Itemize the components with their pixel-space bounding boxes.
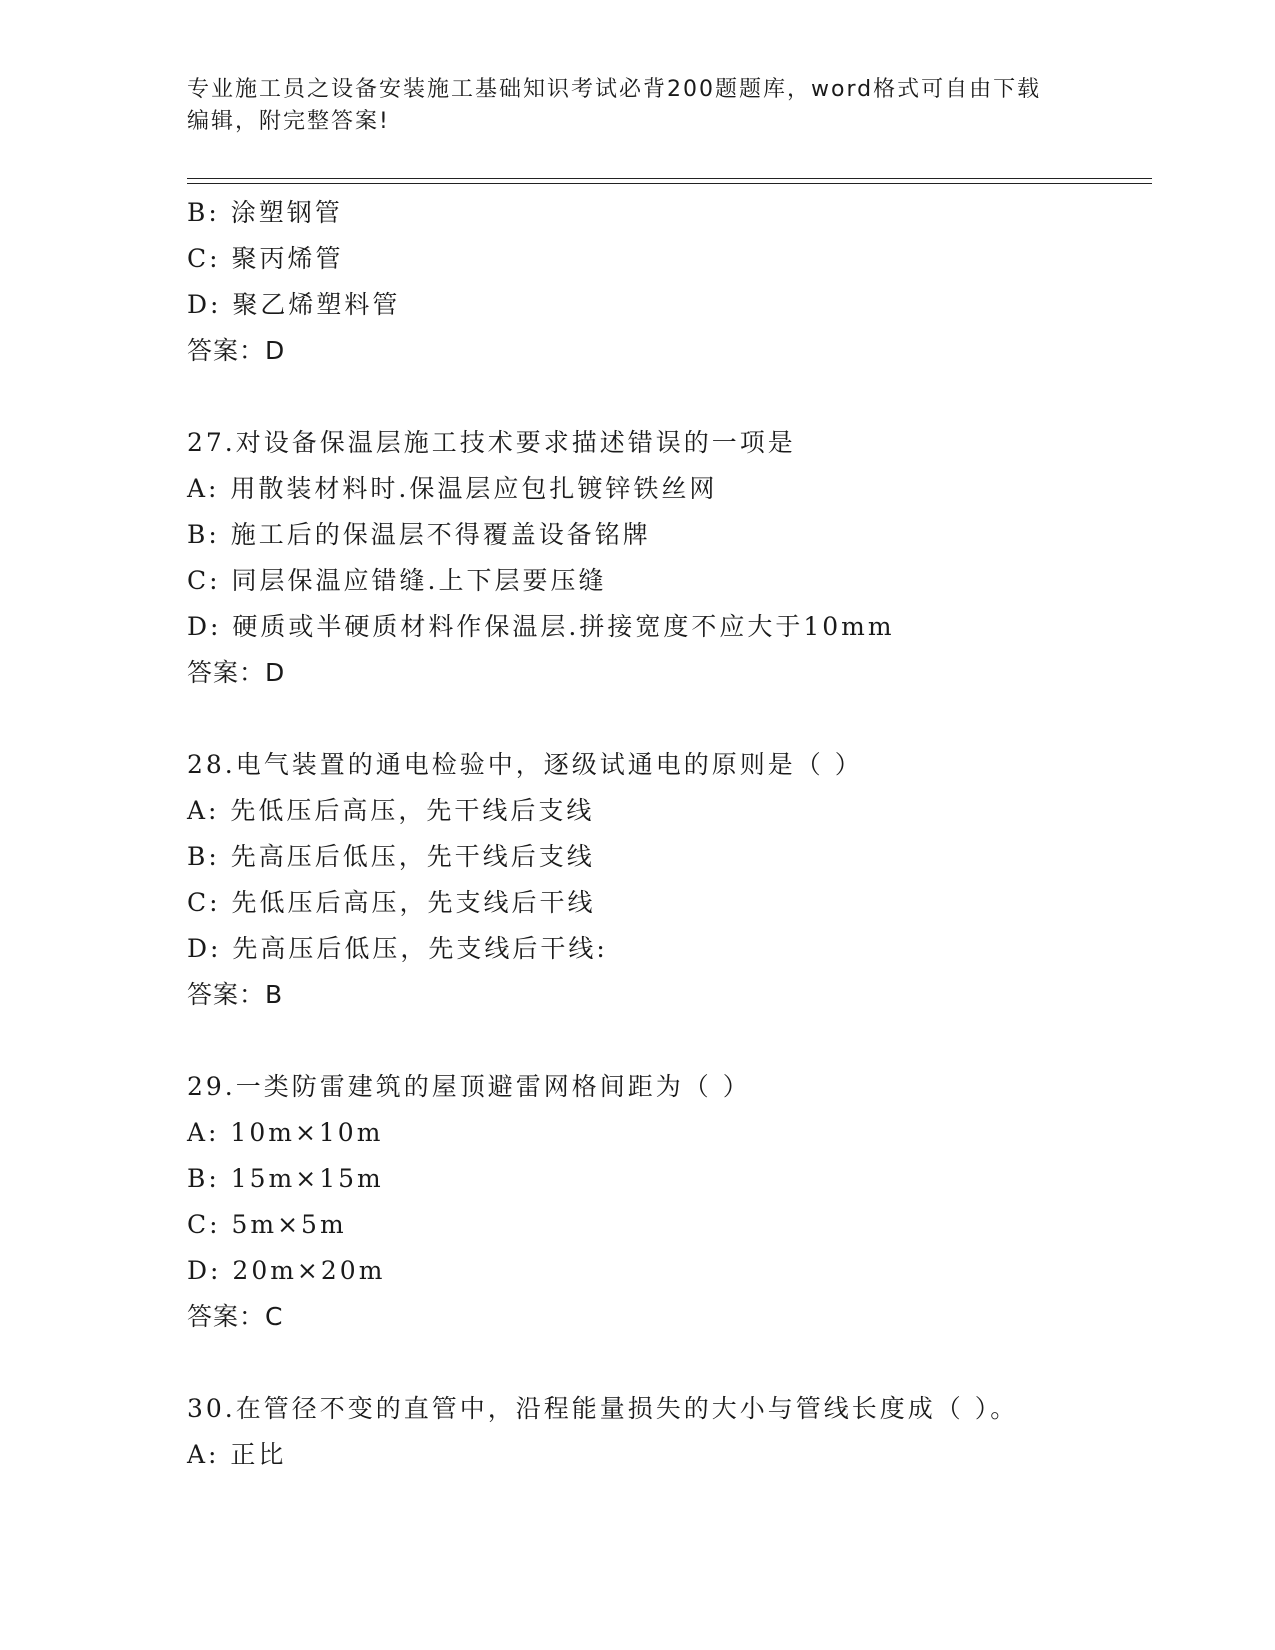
option-a: A: 用散装材料时.保温层应包扎镀锌铁丝网 — [187, 474, 718, 503]
question-30 — [187, 1386, 1152, 1478]
option-d: D: 聚乙烯塑料管 — [187, 290, 401, 319]
option-a: A: 正比 — [187, 1440, 287, 1469]
answer: 答案：D — [187, 336, 286, 365]
spacer — [187, 1340, 1152, 1386]
option-d: D: 硬质或半硬质材料作保温层.拼接宽度不应大于10mm — [187, 612, 895, 641]
option-b: B: 涂塑钢管 — [187, 198, 343, 227]
header-title-line-1: 专业施工员之设备安装施工基础知识考试必背200题题库，word格式可自由下载 — [187, 77, 1042, 102]
question-list — [187, 190, 1152, 1478]
spacer — [187, 374, 1152, 420]
option-c: C: 先低压后高压，先支线后干线 — [187, 888, 596, 917]
option-b: B: 施工后的保温层不得覆盖设备铭牌 — [187, 520, 651, 549]
answer: 答案：D — [187, 658, 286, 687]
option-d: D: 20m×20m — [187, 1256, 386, 1285]
option-c: C: 5m×5m — [187, 1210, 347, 1239]
spacer — [187, 696, 1152, 742]
question-28 — [187, 742, 1152, 1018]
option-a: A: 10m×10m — [187, 1118, 384, 1147]
question-26-tail — [187, 190, 1152, 374]
spacer — [187, 1018, 1152, 1064]
answer: 答案：B — [187, 980, 284, 1009]
question-text: 29.一类防雷建筑的屋顶避雷网格间距为（ ） — [187, 1072, 751, 1101]
header-rule-bottom — [187, 183, 1152, 184]
question-27 — [187, 420, 1152, 696]
option-c: C: 聚丙烯管 — [187, 244, 344, 273]
question-29 — [187, 1064, 1152, 1340]
header-title-line-2: 编辑，附完整答案! — [187, 109, 390, 134]
option-a: A: 先低压后高压，先干线后支线 — [187, 796, 595, 825]
document-header — [187, 74, 1087, 138]
option-b: B: 15m×15m — [187, 1164, 384, 1193]
question-text: 27.对设备保温层施工技术要求描述错误的一项是 — [187, 428, 796, 457]
option-c: C: 同层保温应错缝.上下层要压缝 — [187, 566, 607, 595]
header-rule-top — [187, 178, 1152, 179]
answer: 答案：C — [187, 1302, 284, 1331]
question-text: 28.电气装置的通电检验中，逐级试通电的原则是（ ） — [187, 750, 863, 779]
option-d: D: 先高压后低压，先支线后干线: — [187, 934, 608, 963]
question-text: 30.在管径不变的直管中，沿程能量损失的大小与管线长度成（ ）。 — [187, 1394, 1019, 1423]
option-b: B: 先高压后低压，先干线后支线 — [187, 842, 595, 871]
